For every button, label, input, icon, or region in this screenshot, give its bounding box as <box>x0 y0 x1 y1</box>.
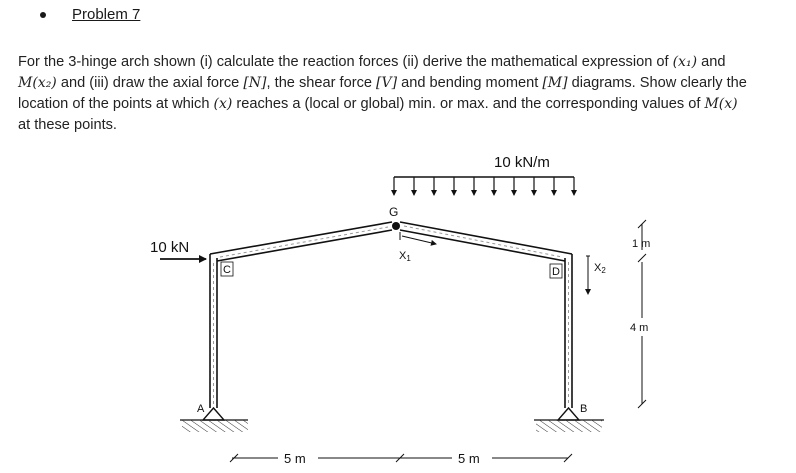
hinge-g-icon <box>392 222 400 230</box>
math-run: [V] <box>376 75 398 91</box>
dim-span-left-label: 5 m <box>284 451 306 466</box>
problem-title: Problem 7 <box>72 6 141 23</box>
support-a-label: A <box>197 403 205 415</box>
text-run: For the 3-hinge arch shown (i) calculate the reaction forces (ii) derive the mathematical expression of <box>18 54 673 70</box>
text-run: and (iii) draw the axial force <box>56 75 244 91</box>
text-run: diagrams. Show clearly the <box>567 75 747 91</box>
text-run: , the shear force <box>266 75 377 91</box>
text-run: reaches a (local or global) min. or max. and the corresponding values of <box>232 96 705 112</box>
statement-line-4: at these points. <box>18 117 117 133</box>
text-run: location of the points at which <box>18 96 214 112</box>
x1-label: X1 <box>399 250 411 263</box>
dim-rise-label: 1 m <box>632 238 651 250</box>
text-run: and bending moment <box>397 75 543 91</box>
node-c-label: C <box>223 264 231 276</box>
support-b-label: B <box>580 403 588 415</box>
node-g-label: G <box>389 205 399 219</box>
math-run: [N] <box>243 75 267 91</box>
dim-height-label: 4 m <box>630 322 649 334</box>
left-column <box>210 254 217 408</box>
support-a-icon <box>180 408 248 432</box>
left-rafter <box>210 222 392 261</box>
math-run: [M] <box>542 75 568 91</box>
distributed-load-label: 10 kN/m <box>494 154 550 171</box>
distributed-load <box>394 177 574 195</box>
support-b-icon <box>534 408 604 432</box>
text-run: and <box>697 54 726 70</box>
horizontal-dimension <box>230 454 572 462</box>
math-run: (x) <box>213 96 233 112</box>
right-column <box>565 254 572 408</box>
x2-label: X2 <box>594 262 606 275</box>
math-run: M(x₂) <box>18 75 57 91</box>
point-load-label: 10 kN <box>150 239 190 256</box>
node-d-label: D <box>552 266 560 278</box>
x1-arrow-icon <box>402 236 436 244</box>
math-run: M(x) <box>704 96 738 112</box>
math-run: (x₁) <box>672 54 698 70</box>
dim-span-right-label: 5 m <box>458 451 480 466</box>
